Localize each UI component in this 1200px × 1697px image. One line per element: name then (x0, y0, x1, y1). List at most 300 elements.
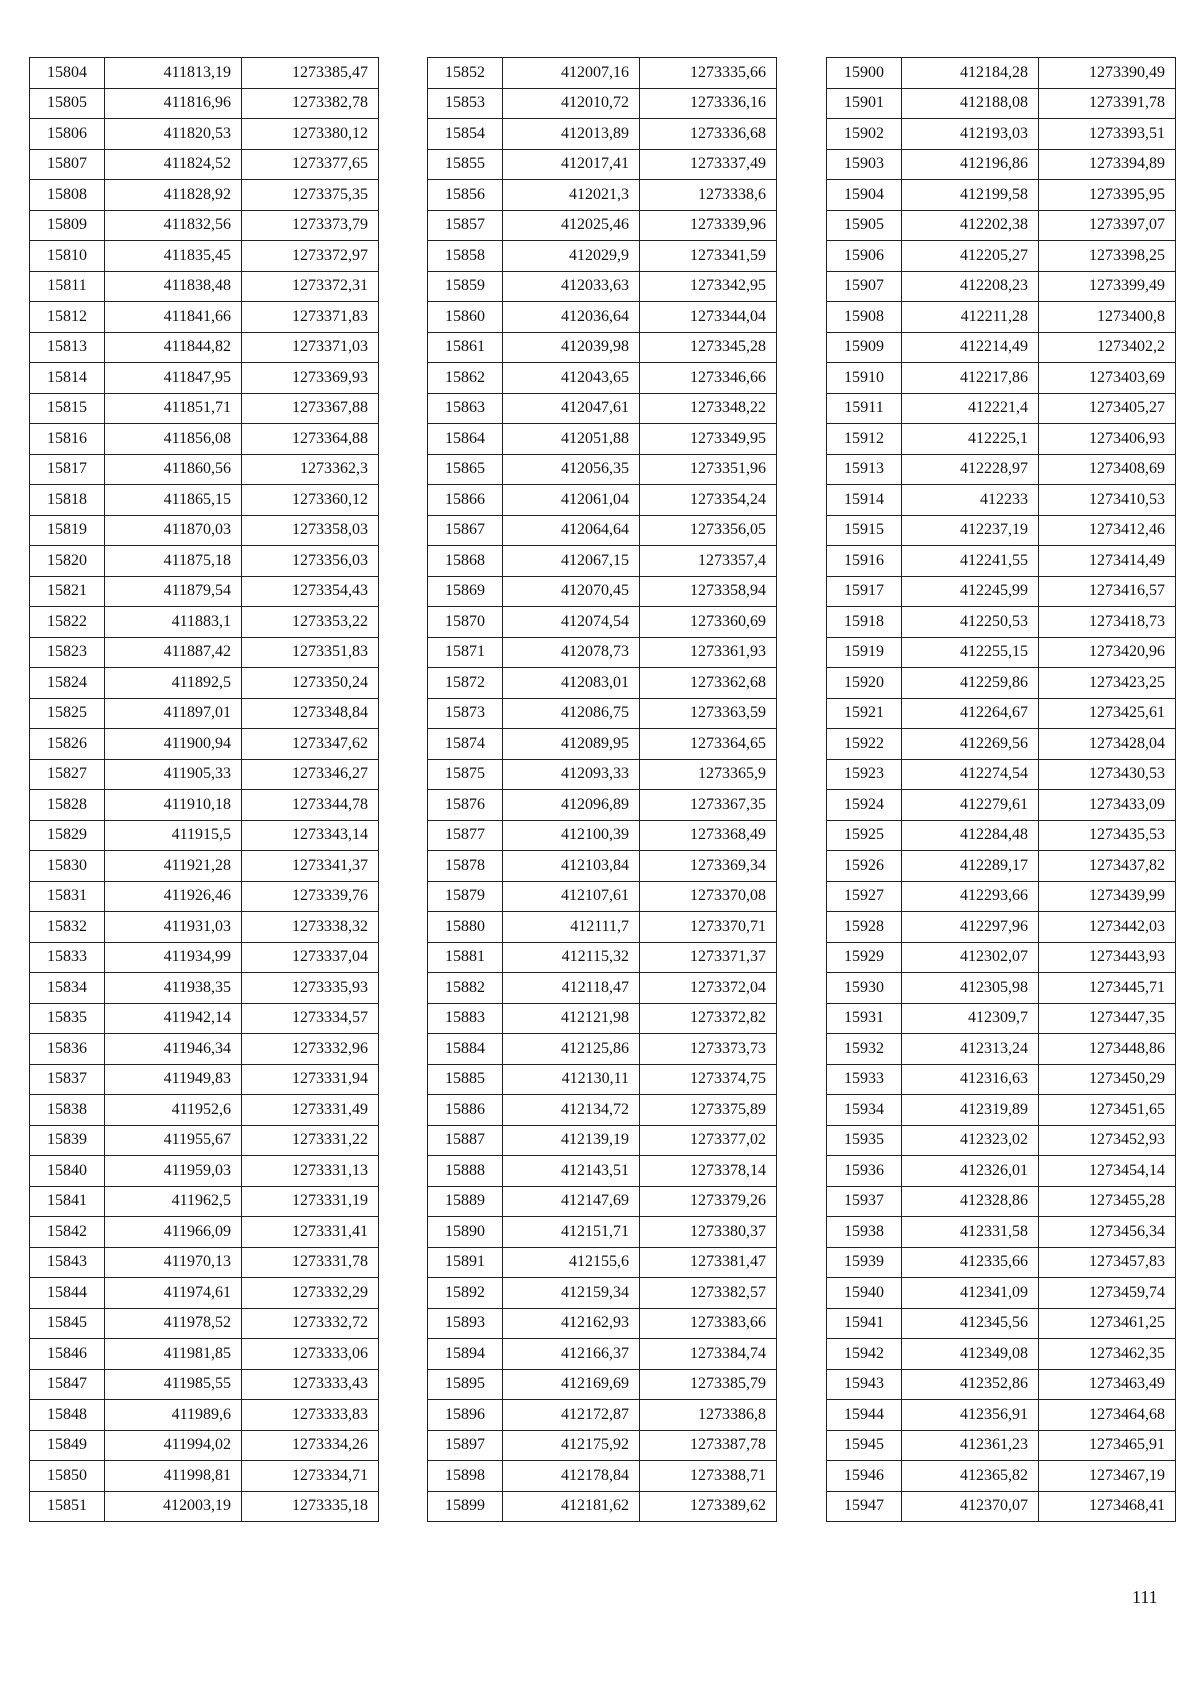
table-row (428, 485, 777, 516)
table-row (827, 1308, 1176, 1339)
y-coordinate-cell: 1273350,24 (242, 668, 379, 699)
x-coordinate-cell: 412143,51 (503, 1156, 640, 1187)
y-coordinate-cell: 1273332,96 (242, 1034, 379, 1065)
point-number-cell: 15927 (827, 881, 902, 912)
point-number-cell: 15840 (30, 1156, 105, 1187)
y-coordinate-cell: 1273348,84 (242, 698, 379, 729)
table-row (30, 820, 379, 851)
x-coordinate-cell: 412331,58 (902, 1217, 1039, 1248)
table-row (428, 973, 777, 1004)
point-number-cell: 15824 (30, 668, 105, 699)
y-coordinate-cell: 1273461,25 (1039, 1308, 1176, 1339)
table-row (428, 942, 777, 973)
table-row (428, 790, 777, 821)
point-number-cell: 15848 (30, 1400, 105, 1431)
y-coordinate-cell: 1273375,89 (640, 1095, 777, 1126)
point-number-cell: 15845 (30, 1308, 105, 1339)
x-coordinate-cell: 412228,97 (902, 454, 1039, 485)
y-coordinate-cell: 1273333,06 (242, 1339, 379, 1370)
y-coordinate-cell: 1273333,43 (242, 1369, 379, 1400)
table-row (428, 820, 777, 851)
x-coordinate-cell: 412125,86 (503, 1034, 640, 1065)
x-coordinate-cell: 411820,53 (105, 119, 242, 150)
x-coordinate-cell: 412365,82 (902, 1461, 1039, 1492)
x-coordinate-cell: 412111,7 (503, 912, 640, 943)
x-coordinate-cell: 412172,87 (503, 1400, 640, 1431)
x-coordinate-cell: 412029,9 (503, 241, 640, 272)
table-row (827, 1278, 1176, 1309)
table-row (428, 149, 777, 180)
point-number-cell: 15811 (30, 271, 105, 302)
y-coordinate-cell: 1273428,04 (1039, 729, 1176, 760)
table-row (428, 393, 777, 424)
table-row (827, 332, 1176, 363)
table-row (428, 1064, 777, 1095)
point-number-cell: 15871 (428, 637, 503, 668)
point-number-cell: 15915 (827, 515, 902, 546)
table-row (428, 210, 777, 241)
point-number-cell: 15883 (428, 1003, 503, 1034)
y-coordinate-cell: 1273457,83 (1039, 1247, 1176, 1278)
table-row (827, 851, 1176, 882)
y-coordinate-cell: 1273416,57 (1039, 576, 1176, 607)
y-coordinate-cell: 1273373,73 (640, 1034, 777, 1065)
y-coordinate-cell: 1273344,04 (640, 302, 777, 333)
x-coordinate-cell: 412010,72 (503, 88, 640, 119)
point-number-cell: 15852 (428, 58, 503, 89)
point-number-cell: 15912 (827, 424, 902, 455)
y-coordinate-cell: 1273394,89 (1039, 149, 1176, 180)
x-coordinate-cell: 412326,01 (902, 1156, 1039, 1187)
x-coordinate-cell: 411835,45 (105, 241, 242, 272)
y-coordinate-cell: 1273423,25 (1039, 668, 1176, 699)
point-number-cell: 15860 (428, 302, 503, 333)
point-number-cell: 15863 (428, 393, 503, 424)
table-row (428, 1217, 777, 1248)
coordinate-table-1 (29, 57, 379, 1522)
table-row (30, 149, 379, 180)
point-number-cell: 15834 (30, 973, 105, 1004)
point-number-cell: 15804 (30, 58, 105, 89)
point-number-cell: 15921 (827, 698, 902, 729)
y-coordinate-cell: 1273465,91 (1039, 1430, 1176, 1461)
point-number-cell: 15817 (30, 454, 105, 485)
x-coordinate-cell: 411934,99 (105, 942, 242, 973)
table-row (827, 149, 1176, 180)
y-coordinate-cell: 1273365,9 (640, 759, 777, 790)
table-row (827, 1064, 1176, 1095)
point-number-cell: 15879 (428, 881, 503, 912)
table-row (428, 1491, 777, 1522)
point-number-cell: 15887 (428, 1125, 503, 1156)
point-number-cell: 15926 (827, 851, 902, 882)
table-row (30, 58, 379, 89)
x-coordinate-cell: 412211,28 (902, 302, 1039, 333)
point-number-cell: 15866 (428, 485, 503, 516)
y-coordinate-cell: 1273335,93 (242, 973, 379, 1004)
x-coordinate-cell: 411813,19 (105, 58, 242, 89)
x-coordinate-cell: 412162,93 (503, 1308, 640, 1339)
y-coordinate-cell: 1273439,99 (1039, 881, 1176, 912)
point-number-cell: 15877 (428, 820, 503, 851)
y-coordinate-cell: 1273358,03 (242, 515, 379, 546)
y-coordinate-cell: 1273332,72 (242, 1308, 379, 1339)
y-coordinate-cell: 1273368,49 (640, 820, 777, 851)
table-row (428, 1247, 777, 1278)
point-number-cell: 15859 (428, 271, 503, 302)
x-coordinate-cell: 412208,23 (902, 271, 1039, 302)
x-coordinate-cell: 411832,56 (105, 210, 242, 241)
point-number-cell: 15893 (428, 1308, 503, 1339)
table-row (827, 241, 1176, 272)
table-row (30, 729, 379, 760)
table-row (30, 1034, 379, 1065)
point-number-cell: 15938 (827, 1217, 902, 1248)
y-coordinate-cell: 1273378,14 (640, 1156, 777, 1187)
x-coordinate-cell: 412297,96 (902, 912, 1039, 943)
point-number-cell: 15850 (30, 1461, 105, 1492)
y-coordinate-cell: 1273331,94 (242, 1064, 379, 1095)
point-number-cell: 15903 (827, 149, 902, 180)
point-number-cell: 15935 (827, 1125, 902, 1156)
table-row (428, 576, 777, 607)
table-row (30, 1491, 379, 1522)
x-coordinate-cell: 412134,72 (503, 1095, 640, 1126)
y-coordinate-cell: 1273393,51 (1039, 119, 1176, 150)
point-number-cell: 15835 (30, 1003, 105, 1034)
y-coordinate-cell: 1273445,71 (1039, 973, 1176, 1004)
x-coordinate-cell: 412313,24 (902, 1034, 1039, 1065)
point-number-cell: 15870 (428, 607, 503, 638)
x-coordinate-cell: 412255,15 (902, 637, 1039, 668)
y-coordinate-cell: 1273403,69 (1039, 363, 1176, 394)
y-coordinate-cell: 1273331,78 (242, 1247, 379, 1278)
y-coordinate-cell: 1273334,71 (242, 1461, 379, 1492)
table-row (428, 88, 777, 119)
y-coordinate-cell: 1273454,14 (1039, 1156, 1176, 1187)
x-coordinate-cell: 412178,84 (503, 1461, 640, 1492)
x-coordinate-cell: 411962,5 (105, 1186, 242, 1217)
table-row (428, 1186, 777, 1217)
x-coordinate-cell: 412175,92 (503, 1430, 640, 1461)
x-coordinate-cell: 411910,18 (105, 790, 242, 821)
x-coordinate-cell: 412166,37 (503, 1339, 640, 1370)
x-coordinate-cell: 412083,01 (503, 668, 640, 699)
y-coordinate-cell: 1273412,46 (1039, 515, 1176, 546)
x-coordinate-cell: 411816,96 (105, 88, 242, 119)
x-coordinate-cell: 412036,64 (503, 302, 640, 333)
x-coordinate-cell: 412352,86 (902, 1369, 1039, 1400)
table-row (30, 881, 379, 912)
table-row (428, 454, 777, 485)
point-number-cell: 15936 (827, 1156, 902, 1187)
point-number-cell: 15854 (428, 119, 503, 150)
table-row (30, 332, 379, 363)
table-row (30, 1003, 379, 1034)
x-coordinate-cell: 412061,04 (503, 485, 640, 516)
y-coordinate-cell: 1273372,31 (242, 271, 379, 302)
x-coordinate-cell: 412100,39 (503, 820, 640, 851)
point-number-cell: 15940 (827, 1278, 902, 1309)
x-coordinate-cell: 411828,92 (105, 180, 242, 211)
page-number: 111 (1132, 1587, 1158, 1607)
x-coordinate-cell: 412205,27 (902, 241, 1039, 272)
x-coordinate-cell: 412147,69 (503, 1186, 640, 1217)
x-coordinate-cell: 411978,52 (105, 1308, 242, 1339)
y-coordinate-cell: 1273425,61 (1039, 698, 1176, 729)
point-number-cell: 15849 (30, 1430, 105, 1461)
y-coordinate-cell: 1273354,43 (242, 576, 379, 607)
point-number-cell: 15897 (428, 1430, 503, 1461)
x-coordinate-cell: 412118,47 (503, 973, 640, 1004)
x-coordinate-cell: 412070,45 (503, 576, 640, 607)
table-row (30, 912, 379, 943)
point-number-cell: 15822 (30, 607, 105, 638)
table-row (428, 1095, 777, 1126)
table-row (428, 302, 777, 333)
point-number-cell: 15864 (428, 424, 503, 455)
point-number-cell: 15826 (30, 729, 105, 760)
point-number-cell: 15831 (30, 881, 105, 912)
y-coordinate-cell: 1273435,53 (1039, 820, 1176, 851)
table-row (827, 759, 1176, 790)
point-number-cell: 15873 (428, 698, 503, 729)
x-coordinate-cell: 412323,02 (902, 1125, 1039, 1156)
table-row (428, 1278, 777, 1309)
table-row (30, 1461, 379, 1492)
table-row (428, 363, 777, 394)
x-coordinate-cell: 411847,95 (105, 363, 242, 394)
point-number-cell: 15913 (827, 454, 902, 485)
y-coordinate-cell: 1273399,49 (1039, 271, 1176, 302)
table-row (30, 393, 379, 424)
y-coordinate-cell: 1273335,66 (640, 58, 777, 89)
point-number-cell: 15900 (827, 58, 902, 89)
y-coordinate-cell: 1273337,49 (640, 149, 777, 180)
y-coordinate-cell: 1273377,02 (640, 1125, 777, 1156)
x-coordinate-cell: 412319,89 (902, 1095, 1039, 1126)
point-number-cell: 15890 (428, 1217, 503, 1248)
x-coordinate-cell: 412155,6 (503, 1247, 640, 1278)
table-row (827, 668, 1176, 699)
point-number-cell: 15899 (428, 1491, 503, 1522)
point-number-cell: 15910 (827, 363, 902, 394)
x-coordinate-cell: 412370,07 (902, 1491, 1039, 1522)
table-row (30, 790, 379, 821)
table-row (827, 1034, 1176, 1065)
table-row (428, 1339, 777, 1370)
x-coordinate-cell: 412259,86 (902, 668, 1039, 699)
y-coordinate-cell: 1273391,78 (1039, 88, 1176, 119)
point-number-cell: 15809 (30, 210, 105, 241)
y-coordinate-cell: 1273367,88 (242, 393, 379, 424)
y-coordinate-cell: 1273459,74 (1039, 1278, 1176, 1309)
table-row (428, 1034, 777, 1065)
y-coordinate-cell: 1273420,96 (1039, 637, 1176, 668)
y-coordinate-cell: 1273377,65 (242, 149, 379, 180)
point-number-cell: 15853 (428, 88, 503, 119)
table-row (428, 1461, 777, 1492)
y-coordinate-cell: 1273410,53 (1039, 485, 1176, 516)
x-coordinate-cell: 412051,88 (503, 424, 640, 455)
table-row (30, 1278, 379, 1309)
table-row (30, 637, 379, 668)
x-coordinate-cell: 412269,56 (902, 729, 1039, 760)
x-coordinate-cell: 412202,38 (902, 210, 1039, 241)
x-coordinate-cell: 412188,08 (902, 88, 1039, 119)
point-number-cell: 15943 (827, 1369, 902, 1400)
y-coordinate-cell: 1273351,96 (640, 454, 777, 485)
y-coordinate-cell: 1273406,93 (1039, 424, 1176, 455)
x-coordinate-cell: 412067,15 (503, 546, 640, 577)
point-number-cell: 15888 (428, 1156, 503, 1187)
table-row (30, 210, 379, 241)
x-coordinate-cell: 412341,09 (902, 1278, 1039, 1309)
x-coordinate-cell: 411952,6 (105, 1095, 242, 1126)
point-number-cell: 15916 (827, 546, 902, 577)
point-number-cell: 15820 (30, 546, 105, 577)
y-coordinate-cell: 1273349,95 (640, 424, 777, 455)
x-coordinate-cell: 411959,03 (105, 1156, 242, 1187)
x-coordinate-cell: 411985,55 (105, 1369, 242, 1400)
table-row (30, 546, 379, 577)
y-coordinate-cell: 1273380,12 (242, 119, 379, 150)
table-row (30, 1125, 379, 1156)
y-coordinate-cell: 1273387,78 (640, 1430, 777, 1461)
table-row (30, 1156, 379, 1187)
x-coordinate-cell: 412245,99 (902, 576, 1039, 607)
x-coordinate-cell: 412078,73 (503, 637, 640, 668)
x-coordinate-cell: 412169,69 (503, 1369, 640, 1400)
x-coordinate-cell: 412093,33 (503, 759, 640, 790)
x-coordinate-cell: 411879,54 (105, 576, 242, 607)
x-coordinate-cell: 412130,11 (503, 1064, 640, 1095)
y-coordinate-cell: 1273331,13 (242, 1156, 379, 1187)
x-coordinate-cell: 411844,82 (105, 332, 242, 363)
table-row (428, 546, 777, 577)
x-coordinate-cell: 411974,61 (105, 1278, 242, 1309)
x-coordinate-cell: 412017,41 (503, 149, 640, 180)
y-coordinate-cell: 1273334,26 (242, 1430, 379, 1461)
table-row (30, 1430, 379, 1461)
table-row (827, 942, 1176, 973)
point-number-cell: 15889 (428, 1186, 503, 1217)
y-coordinate-cell: 1273372,82 (640, 1003, 777, 1034)
y-coordinate-cell: 1273373,79 (242, 210, 379, 241)
x-coordinate-cell: 412302,07 (902, 942, 1039, 973)
x-coordinate-cell: 411856,08 (105, 424, 242, 455)
y-coordinate-cell: 1273398,25 (1039, 241, 1176, 272)
table-row (30, 1095, 379, 1126)
y-coordinate-cell: 1273342,95 (640, 271, 777, 302)
x-coordinate-cell: 412025,46 (503, 210, 640, 241)
point-number-cell: 15896 (428, 1400, 503, 1431)
x-coordinate-cell: 412193,03 (902, 119, 1039, 150)
y-coordinate-cell: 1273371,03 (242, 332, 379, 363)
x-coordinate-cell: 412335,66 (902, 1247, 1039, 1278)
point-number-cell: 15819 (30, 515, 105, 546)
table-row (428, 1156, 777, 1187)
point-number-cell: 15947 (827, 1491, 902, 1522)
x-coordinate-cell: 412121,98 (503, 1003, 640, 1034)
table-row (428, 759, 777, 790)
y-coordinate-cell: 1273347,62 (242, 729, 379, 760)
x-coordinate-cell: 412013,89 (503, 119, 640, 150)
point-number-cell: 15905 (827, 210, 902, 241)
x-coordinate-cell: 412225,1 (902, 424, 1039, 455)
x-coordinate-cell: 411841,66 (105, 302, 242, 333)
table-row (827, 485, 1176, 516)
y-coordinate-cell: 1273433,09 (1039, 790, 1176, 821)
point-number-cell: 15924 (827, 790, 902, 821)
table-row (30, 302, 379, 333)
table-row (827, 1186, 1176, 1217)
y-coordinate-cell: 1273385,79 (640, 1369, 777, 1400)
y-coordinate-cell: 1273335,18 (242, 1491, 379, 1522)
table-row (30, 851, 379, 882)
x-coordinate-cell: 412196,86 (902, 149, 1039, 180)
y-coordinate-cell: 1273357,4 (640, 546, 777, 577)
y-coordinate-cell: 1273348,22 (640, 393, 777, 424)
y-coordinate-cell: 1273331,49 (242, 1095, 379, 1126)
x-coordinate-cell: 411966,09 (105, 1217, 242, 1248)
x-coordinate-cell: 412159,34 (503, 1278, 640, 1309)
x-coordinate-cell: 412047,61 (503, 393, 640, 424)
x-coordinate-cell: 412181,62 (503, 1491, 640, 1522)
point-number-cell: 15839 (30, 1125, 105, 1156)
x-coordinate-cell: 412214,49 (902, 332, 1039, 363)
table-row (827, 271, 1176, 302)
x-coordinate-cell: 412293,66 (902, 881, 1039, 912)
table-row (827, 363, 1176, 394)
x-coordinate-cell: 412345,56 (902, 1308, 1039, 1339)
y-coordinate-cell: 1273443,93 (1039, 942, 1176, 973)
y-coordinate-cell: 1273386,8 (640, 1400, 777, 1431)
x-coordinate-cell: 411938,35 (105, 973, 242, 1004)
point-number-cell: 15906 (827, 241, 902, 272)
y-coordinate-cell: 1273336,68 (640, 119, 777, 150)
table-row (428, 241, 777, 272)
y-coordinate-cell: 1273384,74 (640, 1339, 777, 1370)
y-coordinate-cell: 1273455,28 (1039, 1186, 1176, 1217)
point-number-cell: 15829 (30, 820, 105, 851)
point-number-cell: 15874 (428, 729, 503, 760)
table-row (428, 1430, 777, 1461)
point-number-cell: 15884 (428, 1034, 503, 1065)
point-number-cell: 15939 (827, 1247, 902, 1278)
table-row (428, 851, 777, 882)
y-coordinate-cell: 1273468,41 (1039, 1491, 1176, 1522)
y-coordinate-cell: 1273456,34 (1039, 1217, 1176, 1248)
point-number-cell: 15898 (428, 1461, 503, 1492)
point-number-cell: 15823 (30, 637, 105, 668)
x-coordinate-cell: 412074,54 (503, 607, 640, 638)
table-row (428, 119, 777, 150)
x-coordinate-cell: 411900,94 (105, 729, 242, 760)
table-row (827, 1095, 1176, 1126)
point-number-cell: 15808 (30, 180, 105, 211)
table-row (827, 58, 1176, 89)
x-coordinate-cell: 411970,13 (105, 1247, 242, 1278)
table-row (827, 729, 1176, 760)
x-coordinate-cell: 412103,84 (503, 851, 640, 882)
point-number-cell: 15937 (827, 1186, 902, 1217)
point-number-cell: 15945 (827, 1430, 902, 1461)
table-row (30, 1217, 379, 1248)
table-row (827, 576, 1176, 607)
table-row (428, 515, 777, 546)
table-row (30, 454, 379, 485)
